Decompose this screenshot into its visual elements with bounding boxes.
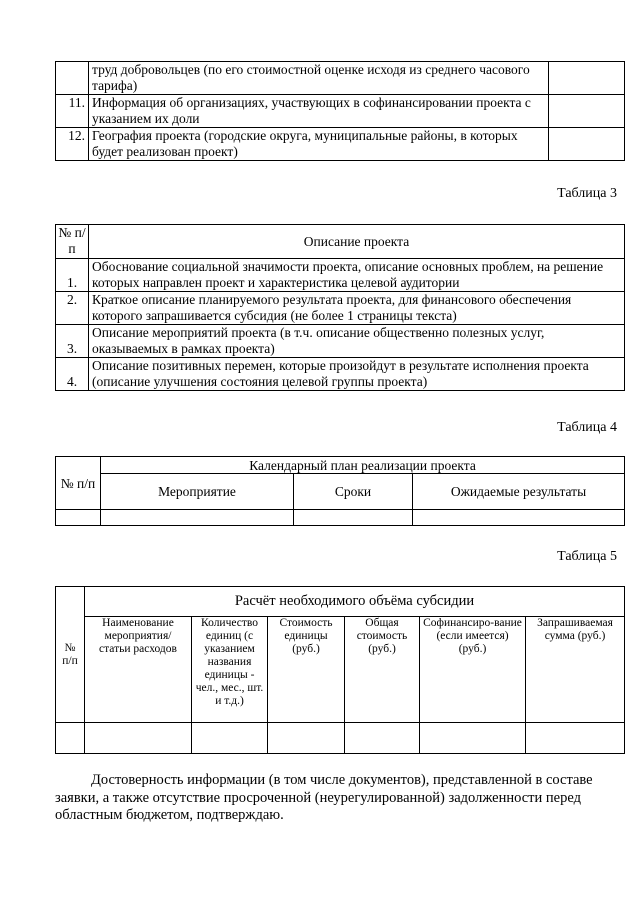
column-header: Количество единиц (с указанием названия единицы - чел., мес., шт. и т.д.) [192, 617, 268, 723]
table-row [56, 95, 625, 128]
project-info-table-continued [55, 61, 625, 161]
empty-cell [413, 510, 625, 526]
row-number: 4. [56, 358, 89, 391]
row-text: Информация об организациях, участвующих в софинансировании проекта с указанием их доли [89, 95, 549, 128]
empty-row [56, 723, 625, 754]
column-header: Запрашиваемая сумма (руб.) [526, 617, 625, 723]
row-text: География проекта (городские округа, муниципальные районы, в которых будет реализован проект) [89, 128, 549, 161]
row-number: 2. [56, 292, 89, 325]
confirmation-paragraph [55, 772, 625, 825]
table-header-row [56, 474, 625, 510]
row-number: 3. [56, 325, 89, 358]
table-header-row [56, 617, 625, 723]
table5-caption: Таблица 5 [557, 549, 617, 564]
table-row [56, 62, 625, 95]
empty-cell [294, 510, 413, 526]
calendar-plan-table [55, 456, 625, 526]
table-row [56, 292, 625, 325]
column-header: Наименование мероприятия/ статьи расходов [85, 617, 192, 723]
table-row [56, 128, 625, 161]
row-text: труд добровольцев (по его стоимостной оценке исходя из среднего часового тарифа) [89, 62, 549, 95]
empty-cell [420, 723, 526, 754]
table-title: Описание проекта [89, 225, 625, 259]
row-number: 12. [56, 128, 89, 161]
project-description-table [55, 224, 625, 391]
row-value-cell [549, 95, 625, 128]
empty-cell [85, 723, 192, 754]
column-header: Сроки [294, 474, 413, 510]
num-header: № п/п [56, 457, 101, 510]
row-text: Описание позитивных перемен, которые произойдут в результате исполнения проекта (описание улучшения состояния целевой группы проекта) [89, 358, 625, 391]
table-header-row [56, 457, 625, 474]
row-number: 1. [56, 259, 89, 292]
table-row [56, 259, 625, 292]
row-value-cell [549, 62, 625, 95]
table3-caption: Таблица 3 [557, 186, 617, 201]
row-value-cell [549, 128, 625, 161]
column-header: Общая стоимость (руб.) [345, 617, 420, 723]
table-row [56, 358, 625, 391]
row-text: Краткое описание планируемого результата проекта, для финансового обеспечения которого запрашивается субсидия (не более 1 страницы текста) [89, 292, 625, 325]
subsidy-calculation-table [55, 586, 625, 754]
column-header: Стоимость единицы (руб.) [268, 617, 345, 723]
column-header: Софинансиро-вание (если имеется) (руб.) [420, 617, 526, 723]
confirmation-text: Достоверность информации (в том числе документов), представленной в составе заявки, а также отсутствие просроченной (неурегулированной) задолженности перед областным бюджетом, подтверждаю. [55, 772, 593, 823]
row-number: 11. [56, 95, 89, 128]
row-text: Описание мероприятий проекта (в т.ч. описание общественно полезных услуг, оказываемых в рамках проекта) [89, 325, 625, 358]
empty-cell [345, 723, 420, 754]
table-row [56, 325, 625, 358]
empty-cell [56, 510, 101, 526]
table-title: Расчёт необходимого объёма субсидии [85, 587, 625, 617]
empty-cell [101, 510, 294, 526]
num-header: № п/п [56, 587, 85, 723]
empty-cell [268, 723, 345, 754]
row-text: Обоснование социальной значимости проекта, описание основных проблем, на решение которых направлен проект и характеристика целевой аудитории [89, 259, 625, 292]
table-header-row [56, 225, 625, 259]
row-number [56, 62, 89, 95]
empty-cell [526, 723, 625, 754]
num-header: № п/п [56, 225, 89, 259]
column-header: Ожидаемые результаты [413, 474, 625, 510]
empty-row [56, 510, 625, 526]
column-header: Мероприятие [101, 474, 294, 510]
table-header-row [56, 587, 625, 617]
empty-cell [192, 723, 268, 754]
table4-caption: Таблица 4 [557, 420, 617, 435]
table-title: Календарный план реализации проекта [101, 457, 625, 474]
empty-cell [56, 723, 85, 754]
